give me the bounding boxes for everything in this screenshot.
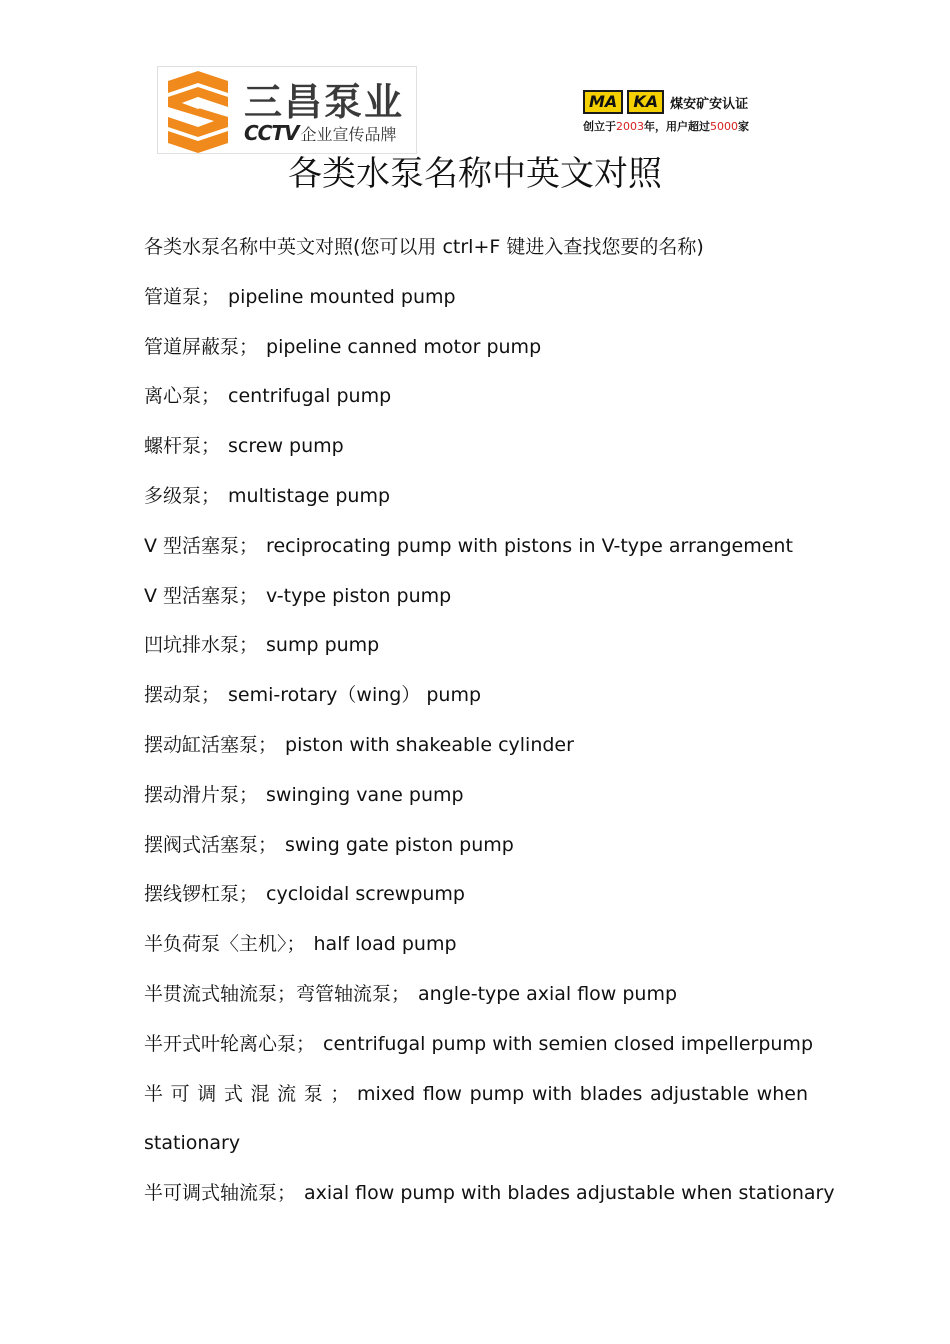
entry-chinese: 凹坑排水泵； [144,634,259,657]
justified-word: 半 [144,1082,164,1105]
cert-subtitle [583,118,773,134]
company-logo [157,66,417,154]
ka-badge-icon: KA [627,90,664,114]
justified-word: 式 [223,1082,243,1105]
cert-sub-mid: 年，用户超过 [644,120,710,133]
cctv-logo-icon: CCTV [244,121,299,145]
entry-english: swing gate piston pump [285,833,514,856]
cert-sub-year: 2003 [616,120,644,133]
list-item [144,828,814,878]
entry-english: swinging vane pump [266,783,464,806]
list-item [144,1027,814,1077]
cert-row [583,90,773,114]
cert-sub-count: 5000 [710,120,738,133]
justified-word: 泵 [303,1082,323,1105]
entry-chinese: 半开式叶轮离心泵； [144,1032,316,1055]
entry-english: centrifugal pump [228,385,392,408]
entry-chinese: 半贯流式轴流泵；弯管轴流泵； [144,982,411,1005]
sanchang-logo-icon [162,69,234,153]
list-item [144,628,814,678]
entry-chinese: 摆阀式活塞泵； [144,833,278,856]
justified-word: 调 [197,1082,217,1105]
list-item [144,877,814,927]
justified-word: when [756,1082,808,1105]
justified-word: flow [422,1082,462,1105]
list-item [144,579,814,629]
list-item [144,280,814,330]
justified-word: 流 [277,1082,297,1105]
entry-english: centrifugal pump with semien closed impellerpump [323,1032,813,1055]
list-item [144,728,814,778]
entry-chinese: 多级泵； [144,484,221,507]
entry-english: v-type piston pump [266,584,452,607]
entry-english: semi-rotary（wing） pump [228,684,482,707]
entry-chinese: 管道泵； [144,285,221,308]
cert-sub-prefix: 创立于 [583,120,616,133]
entry-list [144,280,814,1077]
ma-badge-icon: MA [583,90,623,114]
list-item [144,678,814,728]
list-item [144,1176,835,1226]
intro-line: 各类水泵名称中英文对照(您可以用 ctrl+F 键进入查找您要的名称) [144,236,704,258]
entry-english: pipeline mounted pump [228,285,456,308]
justified-word: blades [579,1082,643,1105]
list-item [144,429,814,479]
page-title: 各类水泵名称中英文对照 [288,154,662,194]
entry-english: axial flow pump with blades adjustable when stationary [304,1182,835,1205]
list-item [144,330,814,380]
cctv-text: 企业宣传品牌 [300,124,397,144]
brand-name: 三昌泵业 [244,80,405,124]
justified-word: mixed [357,1082,416,1105]
entry-english: sump pump [266,634,380,657]
justified-word: 可 [170,1082,190,1105]
entry-english: pipeline canned motor pump [266,335,542,358]
list-item [144,379,814,429]
cctv-tagline [244,121,397,145]
list-item [144,977,814,1027]
list-item [144,778,814,828]
glossary-content [144,230,835,1226]
justified-entry-line [144,1077,808,1127]
justified-word: pump [469,1082,525,1105]
justified-word: 混 [250,1082,270,1105]
entry-english: half load pump [313,933,457,956]
entry-chinese: 摆动缸活塞泵； [144,733,278,756]
list-item [144,927,814,977]
entry-chinese: 螺杆泵； [144,435,221,458]
entry-chinese: V 型活塞泵； [144,584,259,607]
entry-chinese: V 型活塞泵； [144,534,259,557]
entry-chinese: 摆动滑片泵； [144,783,259,806]
justified-entry-continuation: stationary [144,1132,241,1155]
list-item [144,479,814,529]
cert-sub-suffix: 家 [738,120,749,133]
entry-english: cycloidal screwpump [266,883,465,906]
certification-logo [583,90,773,140]
entry-chinese: 摆线锣杠泵； [144,883,259,906]
entry-english: reciprocating pump with pistons in V-type arrangement [266,534,793,557]
entry-english: screw pump [228,435,344,458]
entry-chinese: 摆动泵； [144,684,221,707]
entry-english: piston with shakeable cylinder [285,733,574,756]
entry-english: angle-type axial flow pump [418,982,678,1005]
cert-text: 煤安矿安认证 [670,96,749,112]
entry-chinese: 半可调式轴流泵； [144,1182,297,1205]
justified-word: ； [330,1082,350,1105]
list-item [144,529,814,579]
justified-word: with [531,1082,573,1105]
entry-chinese: 半负荷泵〈主机〉； [144,933,306,956]
entry-english: multistage pump [228,484,391,507]
entry-chinese: 离心泵； [144,385,221,408]
entry-chinese: 管道屏蔽泵； [144,335,259,358]
justified-word: adjustable [650,1082,750,1105]
